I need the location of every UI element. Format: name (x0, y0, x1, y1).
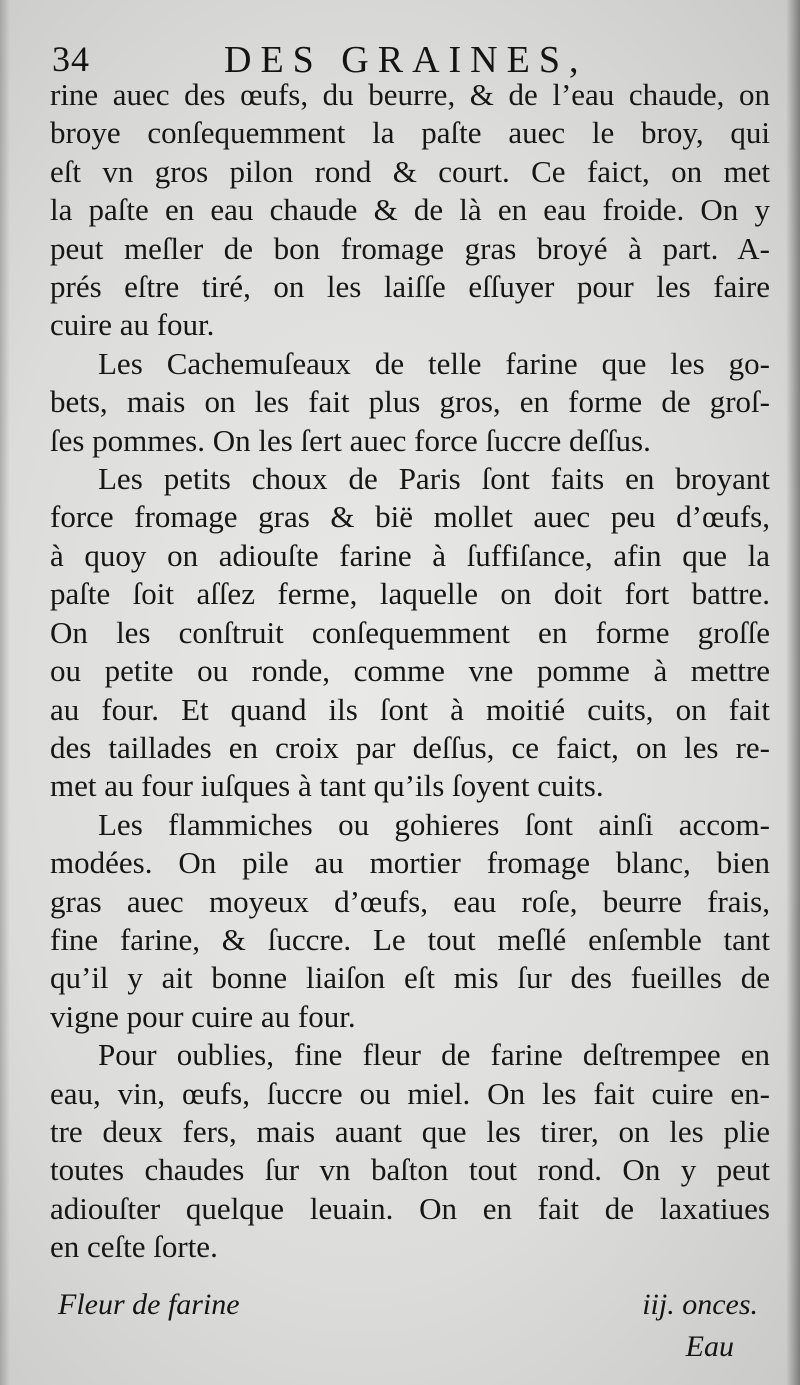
text-line: met au four iuſques à tant qu’ils ſoyent cuits. (50, 768, 604, 804)
text-line: au four. Et quand ils ſont à moitié cuits, on fait (50, 691, 770, 727)
running-head: DES GRAINES, (224, 39, 588, 81)
paragraph-start-line: Les Cachemuſeaux de telle farine que les go- (98, 345, 770, 381)
body-text (50, 76, 770, 1267)
recipe-quantity: iij. onces. (642, 1288, 758, 1321)
text-line: paſte ſoit aſſez ferme, laquelle on doit fort battre. (50, 576, 770, 612)
page-left-edge-shadow (0, 0, 10, 1385)
text-line: broye conſequemment la paſte auec le broy, qui (50, 115, 770, 151)
text-line: eau, vin, œufs, ſuccre ou miel. On les fait cuire en- (50, 1075, 770, 1111)
text-line: force fromage gras & bië mollet auec peu d’œufs, (50, 499, 770, 535)
text-line: cuire au four. (50, 307, 215, 343)
text-line: eſt vn gros pilon rond & court. Ce faict, on met (50, 153, 770, 189)
paragraph-start-line: Les petits choux de Paris ſont faits en broyant (98, 461, 770, 497)
paragraph-start-line: Pour oublies, fine fleur de farine deſtrempee en (98, 1037, 770, 1073)
text-line: qu’il y ait bonne liaiſon eſt mis ſur des fueilles de (50, 960, 770, 996)
paragraph-start-line: Les flammiches ou gohieres ſont ainſi accom- (98, 806, 770, 842)
text-line: adiouſter quelque leuain. On en fait de laxatiues (50, 1190, 770, 1226)
text-line: à quoy on adiouſte farine à ſuffiſance, afin que la (50, 537, 770, 573)
text-line: ſes pommes. On les ſert auec force ſuccre deſſus. (50, 422, 651, 458)
page-right-edge-shadow (786, 0, 800, 1385)
text-line: peut meſler de bon fromage gras broyé à part. A- (50, 230, 770, 266)
text-line: rine auec des œufs, du beurre, & de l’eau chaude, on (50, 77, 770, 112)
text-line: On les conſtruit conſequemment en forme groſſe (50, 614, 770, 650)
page-number: 34 (52, 39, 90, 79)
catchword: Eau (685, 1330, 734, 1363)
text-line: tre deux fers, mais auant que les tirer, on les plie (50, 1113, 770, 1149)
text-line: des taillades en croix par deſſus, ce faict, on les re- (50, 729, 770, 765)
text-line: fine farine, & ſuccre. Le tout meſlé enſemble tant (50, 921, 770, 957)
recipe-ingredient: Fleur de farine (58, 1288, 240, 1321)
text-line: toutes chaudes ſur vn baſton tout rond. On y peut (50, 1152, 770, 1188)
text-line: en ceſte ſorte. (50, 1229, 218, 1265)
recipe-entry (58, 1288, 758, 1328)
text-line: modées. On pile au mortier fromage blanc, bien (50, 845, 770, 881)
text-line: ou petite ou ronde, comme vne pomme à mettre (50, 653, 770, 689)
text-line: bets, mais on les fait plus gros, en forme de groſ- (50, 384, 770, 420)
text-line: vigne pour cuire au four. (50, 998, 356, 1034)
text-line: gras auec moyeux d’œufs, eau roſe, beurre frais, (50, 883, 770, 919)
text-line: la paſte en eau chaude & de là en eau froide. On y (50, 192, 770, 228)
text-line: prés eſtre tiré, on les laiſſe eſſuyer pour les faire (50, 269, 770, 305)
